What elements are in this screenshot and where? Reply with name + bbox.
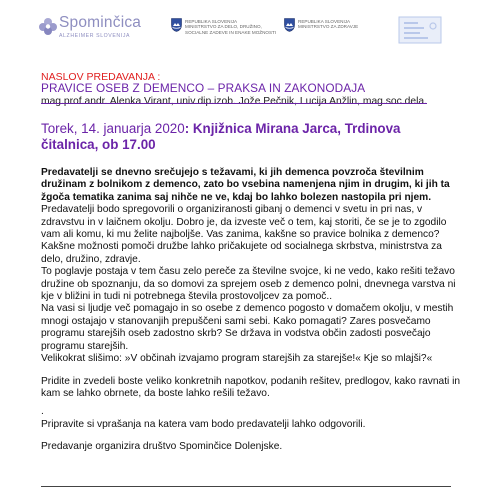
body-text bbox=[41, 167, 461, 454]
flower-icon bbox=[38, 16, 58, 42]
eu-flag-icon bbox=[398, 16, 442, 44]
ministry-health-text: REPUBLIKA SLOVENIJA MINISTRSTVO ZA ZDRAVJE bbox=[298, 19, 359, 30]
event-venue-time: : Knjižnica Mirana Jarca, Trdinova čitalnica, ob 17.00 bbox=[41, 121, 401, 152]
coat-of-arms-icon bbox=[284, 18, 295, 32]
ministry-labour-text: REPUBLIKA SLOVENIJA MINISTRSTVO ZA DELO, DRUŽINO, SOCIALNE ZADEVE IN ENAKE MOŽNOSTI bbox=[185, 19, 277, 35]
paragraph-organization: Predavatelji bodo spregovorili o organiziranosti gibanj o demenci v svetu in pri nas, v zdravstvu in v laičnem okolju. Dobro je, da izveste več o tem, kaj storiti, če se je to zgodilo vam ali komu, ki mu želite najboljše. Vas zanima, kakšne so pravice bolnika z demenco? Kakšne možnosti pomoči družbe lahko pričakujete od socialnega skrbstva, ministrstva za delo, družino, zdravje. bbox=[41, 204, 447, 265]
logo-subtitle: ALZHEIMER SLOVENIJA bbox=[59, 33, 131, 39]
lecture-title: PRAVICE OSEB Z DEMENCO – PRAKSA IN ZAKONODAJA bbox=[41, 81, 366, 95]
paragraph-organizer: Predavanje organizira društvo Spominčice Dolenjske. bbox=[41, 441, 283, 453]
spomincica-logo bbox=[38, 14, 168, 44]
paragraph-invitation: Pridite in zvedeli boste veliko konkretnih napotkov, podanih rešitev, predlogov, kako ravnati in kam se lahko obrnete, da boste lahko rešili težavo. bbox=[41, 375, 461, 399]
lecturers-line bbox=[41, 96, 427, 107]
date-venue-line bbox=[41, 121, 451, 152]
logo-name: Spominčica bbox=[59, 14, 142, 31]
paragraph-questions: Pripravite si vprašanja na katera vam bodo predavatelji lahko odgovorili. bbox=[41, 418, 366, 430]
lecturers-names: mag.prof.andr. Alenka Virant, univ.dip.izob. Jože Pečnik, Lucija Anžlin, mag.soc.dela. bbox=[41, 96, 427, 107]
lecture-title-label: NASLOV PREDAVANJA : bbox=[41, 71, 161, 83]
paragraph-quote: Velikokrat slišimo: »V občinah izvajamo program starejših za starejše!« Kje so mlajši?« bbox=[41, 353, 433, 365]
stray-dot: . bbox=[41, 406, 44, 418]
eu-fund-logo bbox=[398, 16, 442, 44]
paragraph-community: Na vasi si ljudje več pomagajo in so osebe z demenco pogosto v domačem okolju, v mestih mnogi ostajajo v stanovanjih prepuščeni sami sebi. Kako pomagati? Zares posvečamo programu starejših oseb zadostno skrb? Se država in vodstva občin zadosti posvečajo programu starejših. bbox=[41, 303, 454, 352]
bottom-divider bbox=[41, 486, 451, 487]
event-date: Torek, 14. januarja 2020 bbox=[41, 121, 185, 136]
ministry-health-logo bbox=[284, 16, 404, 42]
strikethrough-line bbox=[41, 103, 427, 104]
intro-paragraph: Predavatelji se dnevno srečujejo s težavami, ki jih demenca povzroča številnim družinam z bolnikom z demenco, zato bo vsebina namenjena njim in drugim, ki jih ta žgoča tematika zanima saj nihče ne ve, kdaj bo lahko bolezen nastopila pri njem. bbox=[41, 167, 450, 203]
header-logos bbox=[38, 10, 458, 48]
coat-of-arms-icon bbox=[171, 18, 182, 32]
paragraph-issue: To poglavje postaja v tem času zelo pereče za številne svojce, ki ne vedo, kako rešiti težavo družine ob spoznanju, da so domovi za sprejem oseb z demenco polni, dnevnega varstva ni kje v bližini in tudi ni potrebnega števila prostovoljcev za pomoč.. bbox=[41, 266, 456, 303]
